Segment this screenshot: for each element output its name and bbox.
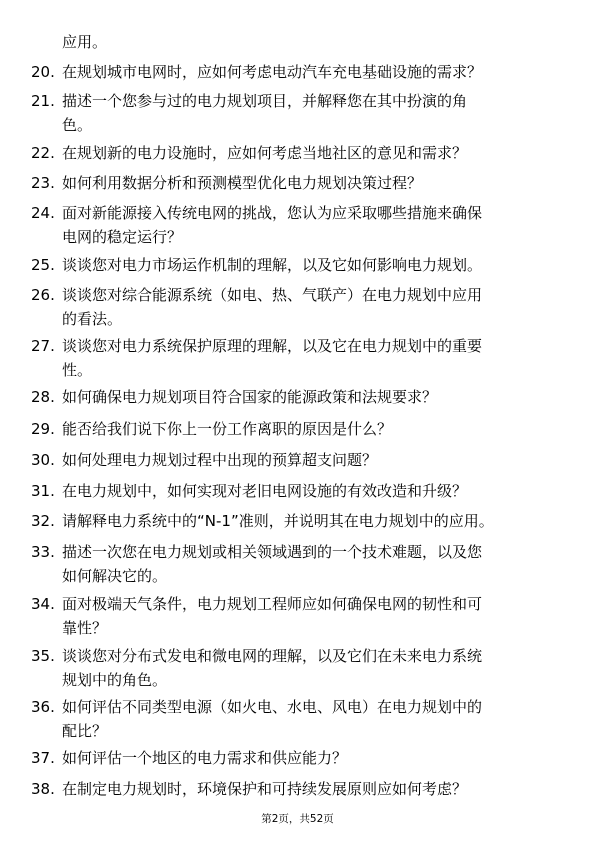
- question-number: 28.: [31, 388, 55, 406]
- question-number: 23.: [31, 174, 55, 192]
- question-number: 24.: [31, 204, 55, 222]
- question-text: 请解释电力系统中的“N-1”准则，并说明其在电力规划中的应用。: [62, 512, 494, 530]
- continued-answer-text: 应用。: [62, 33, 108, 51]
- question-number: 37.: [31, 749, 55, 767]
- question-text: 如何利用数据分析和预测模型优化电力规划决策过程？: [62, 174, 423, 192]
- question-text: 如何评估不同类型电源（如火电、水电、风电）在电力规划中的 配比？: [62, 698, 483, 740]
- question-text: 谈谈您对分布式发电和微电网的理解，以及它们在未来电力系统 规划中的角色。: [62, 647, 483, 689]
- question-text: 在电力规划中，如何实现对老旧电网设施的有效改造和升级？: [62, 482, 468, 500]
- question-text: 面对新能源接入传统电网的挑战，您认为应采取哪些措施来确保 电网的稳定运行？: [62, 204, 483, 246]
- question-number: 34.: [31, 595, 55, 613]
- question-number: 35.: [31, 647, 55, 665]
- question-number: 32.: [31, 512, 55, 530]
- question-number: 22.: [31, 144, 55, 162]
- question-number: 21.: [31, 92, 55, 110]
- question-text: 谈谈您对综合能源系统（如电、热、气联产）在电力规划中应用 的看法。: [62, 286, 483, 328]
- question-number: 31.: [31, 482, 55, 500]
- question-text: 如何评估一个地区的电力需求和供应能力？: [62, 749, 348, 767]
- question-text: 谈谈您对电力系统保护原理的理解，以及它在电力规划中的重要 性。: [62, 337, 483, 379]
- question-text: 如何确保电力规划项目符合国家的能源政策和法规要求？: [62, 388, 438, 406]
- question-number: 33.: [31, 543, 55, 561]
- question-text: 在制定电力规划时，环境保护和可持续发展原则应如何考虑？: [62, 780, 468, 798]
- question-number: 38.: [31, 780, 55, 798]
- question-number: 29.: [31, 420, 55, 438]
- question-text: 在规划城市电网时，应如何考虑电动汽车充电基础设施的需求？: [62, 63, 483, 81]
- question-number: 25.: [31, 256, 55, 274]
- question-text: 描述一次您在电力规划或相关领域遇到的一个技术难题，以及您 如何解决它的。: [62, 543, 483, 585]
- question-text: 描述一个您参与过的电力规划项目，并解释您在其中扮演的角 色。: [62, 92, 468, 134]
- page-number-footer: 第2页，共52页: [261, 813, 334, 825]
- question-text: 如何处理电力规划过程中出现的预算超支问题？: [62, 451, 378, 469]
- question-text: 谈谈您对电力市场运作机制的理解，以及它如何影响电力规划。: [62, 256, 483, 274]
- question-number: 26.: [31, 286, 55, 304]
- question-text: 在规划新的电力设施时，应如何考虑当地社区的意见和需求？: [62, 144, 468, 162]
- question-number: 36.: [31, 698, 55, 716]
- question-text: 能否给我们说下你上一份工作离职的原因是什么？: [62, 420, 393, 438]
- question-number: 30.: [31, 451, 55, 469]
- question-text: 面对极端天气条件，电力规划工程师应如何确保电网的韧性和可 靠性？: [62, 595, 483, 637]
- question-number: 27.: [31, 337, 55, 355]
- question-number: 20.: [31, 63, 55, 81]
